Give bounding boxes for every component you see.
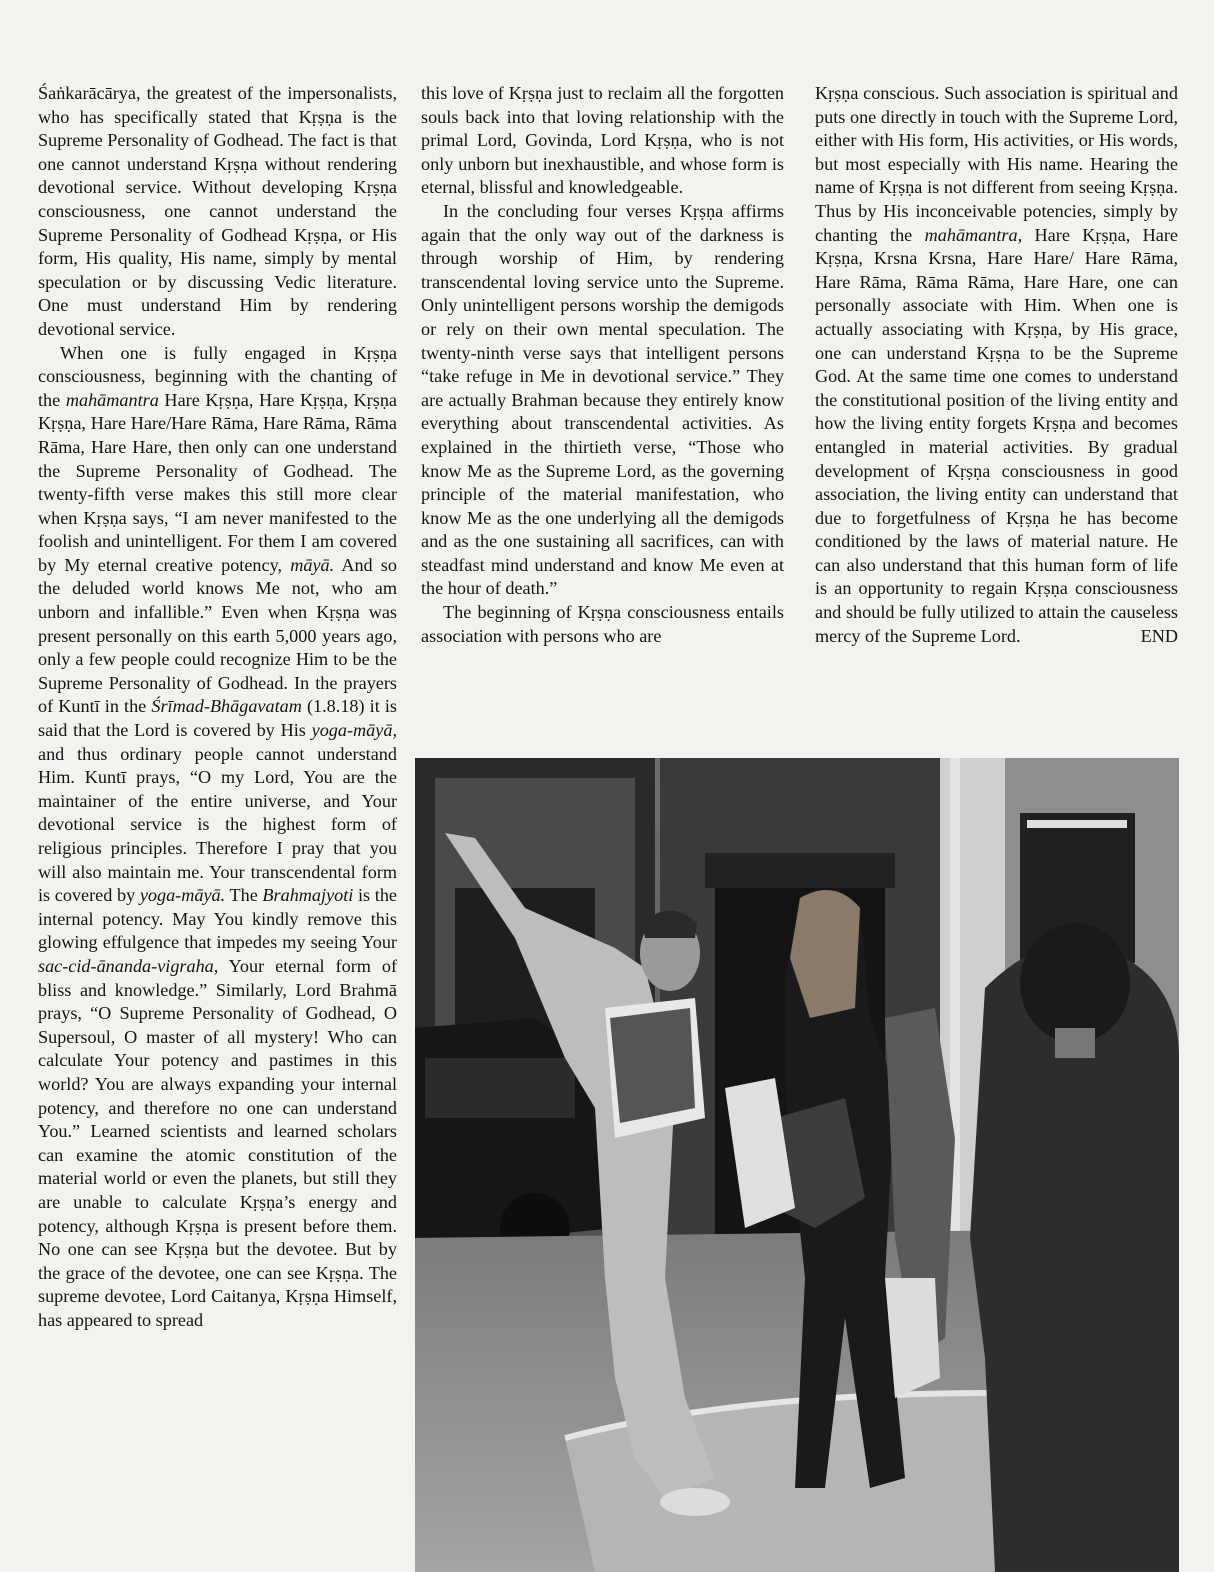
paragraph: In the concluding four verses Kṛṣṇa affirms again that the only way out of the darkness is through worship of Him, by rendering transcendental loving service unto the Supreme. Only unintelligent persons worship the demigods or rely on their own mental speculation. The twenty-ninth verse says that intelligent persons “take refuge in Me in devotional service.” They are actually Brahman because they entirely know everything about transcendental activities. As explained in the thirtieth verse, “Those who know Me as the Supreme Lord, as the governing principle of the material manifestation, who know Me as the one underlying all the demigods and as the one sustaining all sacrifices, can with steadfast mind understand and know Me even at the hour of death.”: [421, 200, 784, 599]
paragraph: Kṛṣṇa conscious. Such association is spiritual and puts one directly in touch with the Supreme Lord, either with His form, His activities, or His words, but most especially with His name. Hearing the name of Kṛṣṇa is not different from seeing Kṛṣṇa. Thus by His inconceivable potencies, simply by chanting the mahāmantra, Hare Kṛṣṇa, Hare Kṛṣṇa, Krsna Krsna, Hare Hare/ Hare Rāma, Hare Rāma, Rāma Rāma, Hare Hare, one can personally associate with Him. When one is actually associating with Kṛṣṇa, by His grace, one can understand Kṛṣṇa to be the Supreme God. At the same time one comes to understand the constitutional position of the living entity and how the living entity forgets Kṛṣṇa and becomes entangled in material activities. By gradual development of Kṛṣṇa consciousness in good association, the living entity can understand that due to forgetfulness of Kṛṣṇa he has become conditioned by the laws of material nature. He can also understand that this human form of life is an opportunity to regain Kṛṣṇa consciousness and should be fully utilized to attain the causeless mercy of the Supreme Lord. END: [815, 82, 1178, 648]
street-photograph: [415, 758, 1179, 1572]
paragraph: Śaṅkarācārya, the greatest of the impersonalists, who has specifically stated that Kṛṣṇa is the Supreme Personality of Godhead. The fact is that one cannot understand Kṛṣṇa without rendering devotional service. Without developing Kṛṣṇa consciousness, one cannot understand the Supreme Personality of Godhead Kṛṣṇa, or His form, His quality, His name, simply by mental speculation or by discussing Vedic literature. One must understand Him by rendering devotional service.: [38, 83, 397, 339]
paragraph: When one is fully engaged in Kṛṣṇa consciousness, beginning with the chanting of the mahāmantra Hare Kṛṣṇa, Hare Kṛṣṇa, Kṛṣṇa Kṛṣṇa, Hare Hare/Hare Rāma, Hare Rāma, Rāma Rāma, Hare Hare, then only can one understand the Supreme Personality of Godhead. The twenty-fifth verse makes this still more clear when Kṛṣṇa says, “I am never manifested to the foolish and unintelligent. For them I am covered by My eternal creative potency, māyā. And so the deluded world knows Me not, who am unborn and infallible.” Even when Kṛṣṇa was present personally on this earth 5,000 years ago, only a few people could recognize Him to be the Supreme Personality of Godhead. In the prayers of Kuntī in the Śrīmad-Bhāgavatam (1.8.18) it is said that the Lord is covered by His yoga-māyā, and thus ordinary people cannot understand Him. Kuntī prays, “O my Lord, You are the maintainer of the entire universe, and Your devotional service is the highest form of religious principles. Therefore I pray that you will also maintain me. Your transcendental form is covered by yoga-māyā. The Brahmajyoti is the internal potency. May You kindly remove this glowing effulgence that impedes my seeing Your sac-cid-ānanda-vigraha, Your eternal form of bliss and knowledge.” Similarly, Lord Brahmā prays, “O Supreme Personality of Godhead, O Supersoul, O master of all mystery! Who can calculate Your potency and pastimes in this world? You are always expanding your internal potency, and therefore no one can understand You.” Learned scientists and learned scholars can examine the atomic constitution of the material world or even the planets, but still they are unable to calculate Kṛṣṇa’s energy and potency, although Kṛṣṇa is present before them. No one can see Kṛṣṇa but the devotee. But by the grace of the devotee, one can see Kṛṣṇa. The supreme devotee, Lord Caitanya, Kṛṣṇa Himself, has appeared to spread: [38, 342, 397, 1330]
photo-illustration: [415, 758, 1179, 1572]
text-column-right: [815, 82, 1178, 648]
paragraph: The beginning of Kṛṣṇa consciousness entails association with persons who are: [421, 602, 784, 646]
end-mark: END: [1140, 625, 1178, 646]
text-column-middle: [421, 82, 784, 648]
text-column-left: [38, 82, 397, 1332]
paragraph: this love of Kṛṣṇa just to reclaim all the forgotten souls back into that loving relationship with the primal Lord, Govinda, Lord Kṛṣṇa, who is not only unborn but inexhaustible, and whose form is eternal, blissful and knowledgeable.: [421, 83, 784, 198]
